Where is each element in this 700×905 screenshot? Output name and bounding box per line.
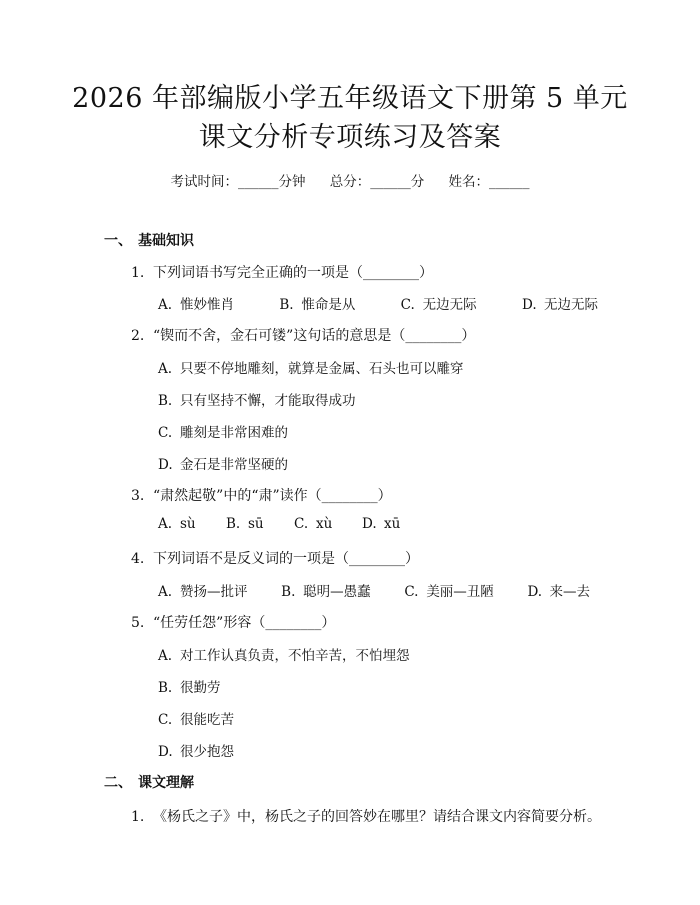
option-a[interactable]: A. 惟妙惟肖	[158, 297, 234, 313]
question-1-4	[131, 548, 419, 568]
section-number: 二、	[104, 775, 132, 791]
section-number: 一、	[104, 233, 132, 249]
exam-time: 考试时间：______分钟	[170, 174, 306, 190]
option-b[interactable]: B. 只有坚持不懈，才能取得成功	[158, 393, 356, 409]
option-d[interactable]: D. 金石是非常坚硬的	[158, 457, 288, 473]
page-title-line1: 2026 年部编版小学五年级语文下册第 5 单元	[72, 83, 628, 114]
option-c[interactable]: C. 美丽—丑陋	[404, 584, 494, 600]
option-a[interactable]: A. sù	[158, 516, 196, 532]
question-text: “锲而不舍，金石可镂”这句话的意思是（________）	[153, 328, 476, 344]
option-b[interactable]: B. sū	[226, 516, 264, 532]
student-name: 姓名：______	[448, 174, 530, 190]
question-1-2	[131, 325, 475, 345]
question-1-3	[131, 485, 392, 505]
option-d[interactable]: D. 很少抱怨	[158, 744, 234, 760]
question-2-1	[131, 806, 601, 826]
question-text: “任劳任怨”形容（________）	[153, 615, 336, 631]
option-a[interactable]: A. 只要不停地雕刻，就算是金属、石头也可以雕穿	[158, 361, 464, 377]
option-c[interactable]: C. 雕刻是非常困难的	[158, 425, 288, 441]
options-row-q1	[158, 293, 598, 313]
option-d[interactable]: D. 无边无际	[521, 297, 598, 313]
question-1-5	[131, 612, 335, 632]
section-title: 基础知识	[138, 233, 194, 249]
section-heading-comprehension	[104, 772, 194, 792]
question-text: “肃然起敬”中的“肃”读作（________）	[153, 488, 392, 504]
option-c[interactable]: C. 无边无际	[400, 297, 477, 313]
page-title-line2: 课文分析专项练习及答案	[198, 122, 502, 153]
question-text: 下列词语书写完全正确的一项是（________）	[153, 265, 433, 281]
question-number: 1.	[131, 265, 145, 281]
question-1-1	[131, 262, 433, 282]
option-b[interactable]: B. 很勤劳	[158, 680, 221, 696]
option-c[interactable]: C. xù	[294, 516, 333, 532]
question-text: 《杨氏之子》中，杨氏之子的回答妙在哪里？请结合课文内容简要分析。	[153, 809, 601, 825]
question-number: 4.	[131, 551, 145, 567]
question-number: 3.	[131, 488, 145, 504]
question-text: 下列词语不是反义词的一项是（________）	[153, 551, 419, 567]
option-d[interactable]: D. xū	[362, 516, 401, 532]
exam-total-score: 总分：______分	[329, 174, 425, 190]
option-b[interactable]: B. 惟命是从	[279, 297, 356, 313]
question-number: 2.	[131, 328, 145, 344]
section-heading-basic	[104, 230, 194, 250]
option-a[interactable]: A. 对工作认真负责，不怕辛苦，不怕埋怨	[158, 648, 410, 664]
question-number: 1.	[131, 809, 145, 825]
option-d[interactable]: D. 来—去	[527, 584, 590, 600]
section-title: 课文理解	[138, 775, 194, 791]
option-a[interactable]: A. 赞扬—批评	[158, 584, 248, 600]
question-number: 5.	[131, 615, 145, 631]
exam-meta	[0, 170, 700, 190]
option-b[interactable]: B. 聪明—愚蠢	[281, 584, 371, 600]
option-c[interactable]: C. 很能吃苦	[158, 712, 234, 728]
options-row-q4	[158, 580, 590, 600]
